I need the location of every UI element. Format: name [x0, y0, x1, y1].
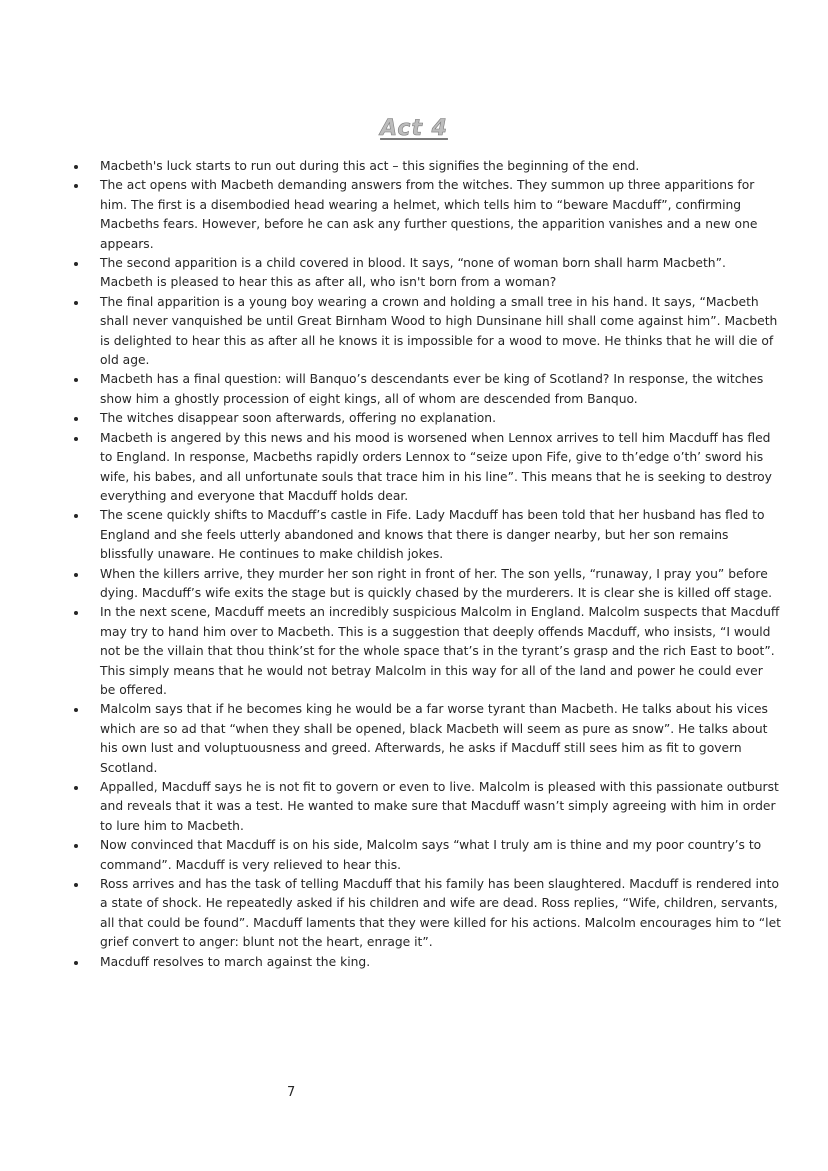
- bullet-item: In the next scene, Macduff meets an incredibly suspicious Malcolm in England. Malcolm suspects that Macduff may try to hand him over to Macbeth. This is a suggestion that deeply offends Macduff, who insists, “I would not be the villain that thou think’st for the whole space that’s in the tyrant’s grasp and the rich East to boot”. This simply means that he would not betray Malcolm in this way for all of the land and power he could ever be offered.: [70, 603, 782, 700]
- bullet-item: The act opens with Macbeth demanding answers from the witches. They summon up three apparitions for him. The first is a disembodied head wearing a helmet, which tells him to “beware Macduff”, confirming Macbeths fears. However, before he can ask any further questions, the apparition vanishes and a new one appears.: [70, 176, 782, 254]
- bullet-item: The scene quickly shifts to Macduff’s castle in Fife. Lady Macduff has been told that her husband has fled to England and she feels utterly abandoned and knows that there is danger nearby, but her son remains blissfully unaware. He continues to make childish jokes.: [70, 506, 782, 564]
- bullet-item: The final apparition is a young boy wearing a crown and holding a small tree in his hand. It says, “Macbeth shall never vanquished be until Great Birnham Wood to high Dunsinane hill shall come against him”. Macbeth is delighted to hear this as after all he knows it is impossible for a wood to move. He thinks that he will die of old age.: [70, 293, 782, 371]
- page-number: 7: [287, 1085, 296, 1100]
- bullet-item: When the killers arrive, they murder her son right in front of her. The son yells, “runaway, I pray you” before dying. Macduff’s wife exits the stage but is quickly chased by the murderers. It is clear she is killed off stage.: [70, 565, 782, 604]
- page-title: Act 4: [380, 116, 448, 141]
- bullet-item: Malcolm says that if he becomes king he would be a far worse tyrant than Macbeth. He talks about his vices which are so ad that “when they shall be opened, black Macbeth will seem as pure as snow”. He talks about his own lust and voluptuousness and greed. Afterwards, he asks if Macduff still sees him as fit to govern Scotland.: [70, 700, 782, 778]
- bullet-item: Macbeth's luck starts to run out during this act – this signifies the beginning of the end.: [70, 157, 782, 176]
- bullet-item: Macbeth has a final question: will Banquo’s descendants ever be king of Scotland? In response, the witches show him a ghostly procession of eight kings, all of whom are descended from Banquo.: [70, 370, 782, 409]
- bullet-item: Now convinced that Macduff is on his side, Malcolm says “what I truly am is thine and my poor country’s to command”. Macduff is very relieved to hear this.: [70, 836, 782, 875]
- bullet-item: The witches disappear soon afterwards, offering no explanation.: [70, 409, 782, 428]
- bullet-item: Macduff resolves to march against the king.: [70, 953, 782, 972]
- bullet-item: Ross arrives and has the task of telling Macduff that his family has been slaughtered. Macduff is rendered into a state of shock. He repeatedly asked if his children and wife are dead. Ross replies, “Wife, children, servants, all that could be found”. Macduff laments that they were killed for his actions. Malcolm encourages him to “let grief convert to anger: blunt not the heart, enrage it”.: [70, 875, 782, 953]
- bullet-item: Macbeth is angered by this news and his mood is worsened when Lennox arrives to tell him Macduff has fled to England. In response, Macbeths rapidly orders Lennox to “seize upon Fife, give to th’edge o’th’ sword his wife, his babes, and all unfortunate souls that trace him in his line”. This means that he is seeking to destroy everything and everyone that Macduff holds dear.: [70, 429, 782, 507]
- bullet-item: The second apparition is a child covered in blood. It says, “none of woman born shall harm Macbeth”. Macbeth is pleased to hear this as after all, who isn't born from a woman?: [70, 254, 782, 293]
- bullet-item: Appalled, Macduff says he is not fit to govern or even to live. Malcolm is pleased with this passionate outburst and reveals that it was a test. He wanted to make sure that Macduff wasn’t simply agreeing with him in order to lure him to Macbeth.: [70, 778, 782, 836]
- summary-bullet-list: [70, 157, 782, 972]
